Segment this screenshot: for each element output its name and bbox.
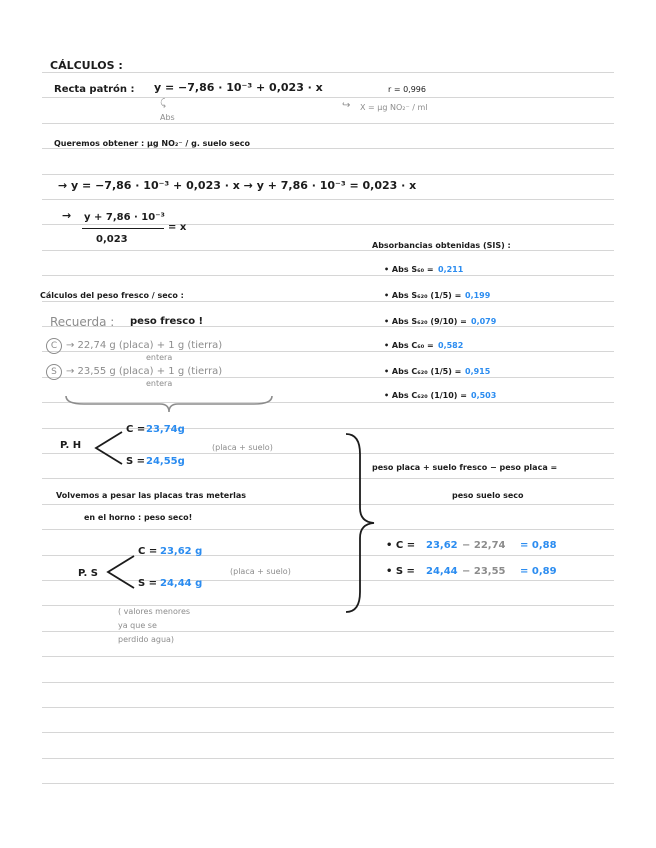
minor-note-1: ( valores menores (118, 607, 191, 616)
ruled-line (42, 478, 614, 479)
absorbance-title: Absorbancias obtenidas (SIS) : (372, 241, 511, 250)
remember-label: Recuerda : (50, 315, 115, 329)
ps-note: (placa + suelo) (230, 567, 291, 576)
absorbance-label: • Abs S₆₂₀ (9/10) = (384, 317, 467, 326)
ph-s-label: S = (126, 456, 146, 467)
calib-x-note: X = µg NO₂⁻ / ml (360, 103, 428, 112)
result-s-a: 24,44 (426, 566, 458, 577)
ruled-line (42, 97, 614, 98)
ph-c-value: 23,74g (146, 424, 185, 435)
absorbance-value: 0,199 (465, 291, 491, 300)
horizontal-brace (64, 394, 274, 414)
vertical-brace (340, 430, 380, 616)
result-s-b: − 23,55 (462, 566, 506, 577)
result-s-label: • S = (386, 566, 415, 577)
ruled-line (42, 758, 614, 759)
goal-line: Queremos obtener : µg NO₂⁻ / g. suelo seco (54, 139, 250, 148)
ps-branch-bracket (104, 552, 136, 592)
ph-s-value: 24,55g (146, 456, 185, 467)
ruled-line (42, 783, 614, 784)
ps-c-label: C = (138, 546, 158, 557)
absorbance-value: 0,582 (438, 341, 464, 350)
ps-c-value: 23,62 g (160, 546, 203, 557)
ruled-line (42, 682, 614, 683)
minor-note-3: perdido agua) (118, 635, 175, 644)
placa-s-entera: entera (146, 379, 173, 388)
ps-s-value: 24,44 g (160, 578, 203, 589)
ruled-line (42, 174, 614, 175)
result-s-res: = 0,89 (520, 566, 557, 577)
fraction-bar (82, 228, 164, 229)
reweigh-line-2: en el horno : peso seco! (84, 513, 193, 522)
absorbance-label: • Abs S₆₀ = (384, 265, 434, 274)
ruled-line (42, 275, 614, 276)
result-c-label: • C = (386, 540, 416, 551)
absorbance-value: 0,503 (471, 391, 497, 400)
ps-s-label: S = (138, 578, 158, 589)
ruled-line (42, 326, 614, 327)
fraction-denominator: 0,023 (96, 234, 128, 245)
placa-s-line: → 23,55 g (placa) + 1 g (tierra) (66, 366, 223, 377)
result-line-1: peso placa + suelo fresco − peso placa = (372, 463, 558, 472)
result-line-2: peso suelo seco (452, 491, 524, 500)
result-c-res: = 0,88 (520, 540, 557, 551)
weights-title: Cálculos del peso fresco / seco : (40, 291, 184, 300)
absorbance-value: 0,915 (465, 367, 491, 376)
ph-label: P. H (60, 440, 82, 451)
down-arrow-icon: ⤹ (160, 98, 166, 109)
fraction-result: = x (168, 222, 187, 233)
remember-text: peso fresco ! (130, 316, 204, 327)
circle-s: S (46, 364, 62, 380)
reweigh-line-1: Volvemos a pesar las placas tras meterlas (56, 491, 247, 500)
calib-r: r = 0,996 (388, 85, 426, 94)
ruled-line (42, 453, 614, 454)
ruled-line (42, 529, 614, 530)
placa-c-entera: entera (146, 353, 173, 362)
ruled-line (42, 250, 614, 251)
absorbance-label: • Abs S₆₂₀ (1/5) = (384, 291, 462, 300)
ps-label: P. S (78, 568, 98, 579)
fraction-numerator: y + 7,86 · 10⁻³ (84, 212, 165, 223)
absorbance-label: • Abs C₆₀ = (384, 341, 434, 350)
page-heading: CÁLCULOS : (50, 59, 123, 72)
ruled-line (42, 199, 614, 200)
ruled-line (42, 732, 614, 733)
ruled-line (42, 504, 614, 505)
ruled-line (42, 707, 614, 708)
calib-label: Recta patrón : (54, 84, 135, 95)
circle-c: C (46, 338, 62, 354)
ruled-line (42, 72, 614, 73)
ruled-line (42, 656, 614, 657)
minor-note-2: ya que se (118, 621, 157, 630)
absorbance-value: 0,211 (438, 265, 464, 274)
calib-equation: y = −7,86 · 10⁻³ + 0,023 · x (154, 81, 323, 94)
result-c-b: − 22,74 (462, 540, 506, 551)
ph-c-label: C = (126, 424, 146, 435)
absorbance-label: • Abs C₆₂₀ (1/5) = (384, 367, 462, 376)
result-c-a: 23,62 (426, 540, 458, 551)
derivation-arrow: → (62, 209, 72, 222)
ph-note: (placa + suelo) (212, 443, 273, 452)
calib-y-note: Abs (160, 113, 175, 122)
ruled-line (42, 224, 614, 225)
curved-arrow-icon: ↪ (342, 100, 351, 111)
derivation-line: → y = −7,86 · 10⁻³ + 0,023 · x → y + 7,86 · 10⁻³ = 0,023 · x (58, 179, 417, 192)
ruled-line (42, 123, 614, 124)
absorbance-value: 0,079 (471, 317, 497, 326)
ph-branch-bracket (92, 428, 124, 468)
absorbance-label: • Abs C₆₂₀ (1/10) = (384, 391, 467, 400)
placa-c-line: → 22,74 g (placa) + 1 g (tierra) (66, 340, 223, 351)
